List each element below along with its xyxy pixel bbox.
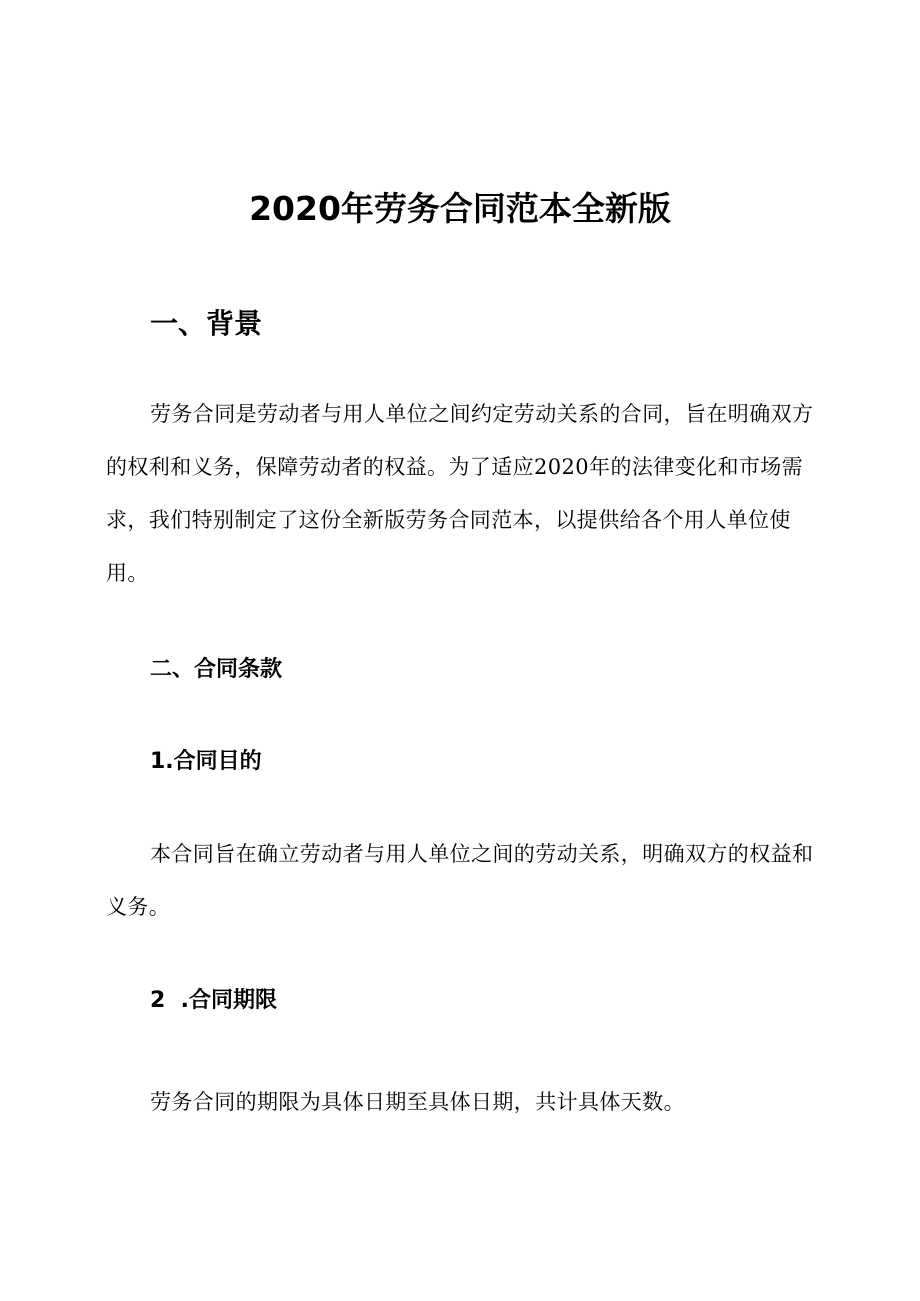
document-title: 2020年劳务合同范本全新版 (249, 189, 671, 228)
background-paragraph: 劳务合同是劳动者与用人单位之间约定劳动关系的合同，旨在明确双方的权利和义务，保障劳动者的权益。为了适应2020年的法律变化和市场需求，我们特别制定了这份全新版劳务合同范本，以提供给各个用人单位使用。 (106, 402, 814, 585)
clause-paragraph-term: 劳务合同的期限为具体日期至具体日期，共计具体天数。 (150, 1090, 685, 1114)
section-heading-contract-terms: 二、合同条款 (150, 657, 283, 682)
clause-heading-term: 2 .合同期限 (150, 988, 277, 1013)
clause-heading-purpose: 1.合同目的 (150, 749, 262, 774)
section-heading-background: 一、背景 (150, 307, 263, 340)
clause-paragraph-purpose: 本合同旨在确立劳动者与用人单位之间的劳动关系，明确双方的权益和义务。 (106, 842, 814, 919)
